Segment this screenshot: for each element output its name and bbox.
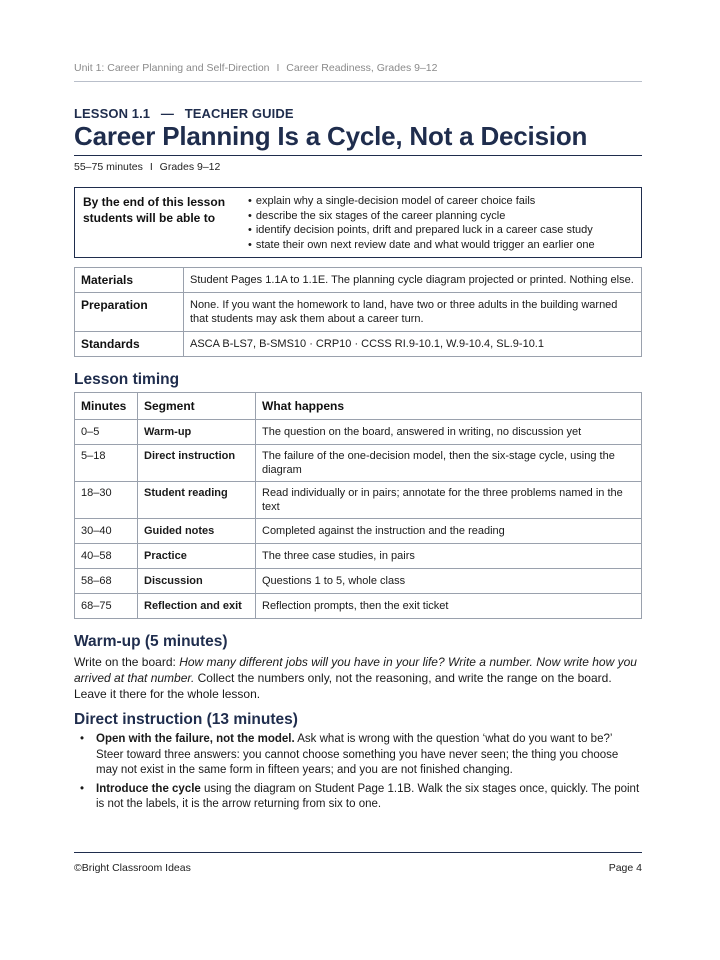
course-title: Career Readiness, Grades 9–12 xyxy=(286,62,438,74)
warmup-paragraph xyxy=(74,654,642,702)
preparation-label: Preparation xyxy=(75,293,184,332)
objective-item: • explain why a single-decision model of career choice fails xyxy=(248,194,595,209)
cell-minutes: 30–40 xyxy=(75,519,138,544)
bullet-lead: Open with the failure, not the model. xyxy=(96,733,295,745)
table-row xyxy=(75,519,642,544)
bullet-lead: Introduce the cycle xyxy=(96,782,201,795)
table-row xyxy=(75,482,642,519)
cell-minutes: 68–75 xyxy=(75,594,138,619)
standards-row xyxy=(75,332,642,357)
timing-header-row xyxy=(75,393,642,420)
cell-segment: Warm-up xyxy=(138,420,256,445)
cell-what: The three case studies, in pairs xyxy=(256,544,642,569)
cell-what: Reflection prompts, then the exit ticket xyxy=(256,594,642,619)
standards-value: ASCA B-LS7, B-SMS10 · CRP10 · CCSS RI.9-10.1, W.9-10.4, SL.9-10.1 xyxy=(184,332,642,357)
cell-segment: Direct instruction xyxy=(138,445,256,482)
bullet-dot: • xyxy=(80,733,85,745)
page-footer xyxy=(74,852,642,874)
warmup-lead: Write on the board: xyxy=(74,655,176,669)
cell-what: The question on the board, answered in writing, no discussion yet xyxy=(256,420,642,445)
bullet-text: Ask what is wrong with the question ‘what do you want to be?’ Steer toward three answers: you cannot choose something you have never seen; the thing you choose may not exist in the same form in fifteen years; and you are not finished changing. xyxy=(96,733,619,776)
objectives-box xyxy=(74,187,642,258)
bullet-text: using the diagram on Student Page 1.1B. Walk the six stages once, quickly. The point is not the labels, it is the arrow returning from six to one. xyxy=(96,782,640,810)
table-row xyxy=(75,594,642,619)
objective-item: • identify decision points, drift and prepared luck in a career case study xyxy=(248,223,595,238)
cell-what: The failure of the one-decision model, then the six-stage cycle, using the diagram xyxy=(256,445,642,482)
preparation-value: None. If you want the homework to land, have two or three adults in the building warned that students may ask them about a career turn. xyxy=(184,293,642,332)
running-head-separator: I xyxy=(276,62,280,74)
cell-minutes: 58–68 xyxy=(75,569,138,594)
lesson-duration: 55–75 minutes xyxy=(74,161,143,173)
warmup-question: How many different jobs will you have in your life? Write a number. Now write how you arrived at that number. xyxy=(74,655,637,685)
cell-what: Questions 1 to 5, whole class xyxy=(256,569,642,594)
lesson-number: LESSON 1.1 xyxy=(74,106,151,121)
unit-title: Unit 1: Career Planning and Self-Direction xyxy=(74,62,270,74)
direct-instruction-list xyxy=(74,732,642,813)
cell-what: Completed against the instruction and the reading xyxy=(256,519,642,544)
lesson-tag xyxy=(74,106,642,121)
timing-table xyxy=(74,392,642,619)
timing-heading: Lesson timing xyxy=(74,371,180,388)
running-head xyxy=(74,62,642,82)
col-what-happens: What happens xyxy=(256,393,642,420)
meta-separator: I xyxy=(149,161,153,173)
page xyxy=(74,62,642,816)
cell-minutes: 5–18 xyxy=(75,445,138,482)
list-item xyxy=(74,782,642,813)
table-row xyxy=(75,544,642,569)
page-title: Career Planning Is a Cycle, Not a Decision xyxy=(74,121,642,156)
table-row xyxy=(75,445,642,482)
preparation-row xyxy=(75,293,642,332)
materials-label: Materials xyxy=(75,268,184,293)
cell-segment: Discussion xyxy=(138,569,256,594)
cell-minutes: 18–30 xyxy=(75,482,138,519)
warmup-rest: Collect the numbers only, not the reasoning, and write the range on the board. Leave it there for the whole lesson. xyxy=(74,671,612,701)
cell-what: Read individually or in pairs; annotate for the three problems named in the text xyxy=(256,482,642,519)
cell-segment: Reflection and exit xyxy=(138,594,256,619)
table-row xyxy=(75,420,642,445)
bullet-dot: • xyxy=(80,782,85,795)
page-number: Page 4 xyxy=(608,862,642,874)
warmup-heading: Warm-up (5 minutes) xyxy=(74,633,228,650)
info-table xyxy=(74,267,642,357)
lesson-meta xyxy=(74,161,642,173)
standards-label: Standards xyxy=(75,332,184,357)
materials-value: Student Pages 1.1A to 1.1E. The planning cycle diagram projected or printed. Nothing else. xyxy=(184,268,642,293)
list-item xyxy=(74,732,642,779)
col-minutes: Minutes xyxy=(75,393,138,420)
objectives-list xyxy=(248,194,595,252)
cell-minutes: 40–58 xyxy=(75,544,138,569)
objectives-label: By the end of this lesson students will be able to xyxy=(83,195,226,225)
lesson-dash: — xyxy=(160,106,174,121)
cell-segment: Practice xyxy=(138,544,256,569)
copyright: ©Bright Classroom Ideas xyxy=(74,862,191,874)
objective-item: • state their own next review date and what would trigger an earlier one xyxy=(248,238,595,253)
cell-segment: Guided notes xyxy=(138,519,256,544)
objective-item: • describe the six stages of the career planning cycle xyxy=(248,209,595,224)
table-row xyxy=(75,569,642,594)
lesson-grades: Grades 9–12 xyxy=(159,161,221,173)
guide-label: TEACHER GUIDE xyxy=(184,106,294,121)
materials-row xyxy=(75,268,642,293)
cell-segment: Student reading xyxy=(138,482,256,519)
col-segment: Segment xyxy=(138,393,256,420)
direct-instruction-heading: Direct instruction (13 minutes) xyxy=(74,711,298,728)
cell-minutes: 0–5 xyxy=(75,420,138,445)
